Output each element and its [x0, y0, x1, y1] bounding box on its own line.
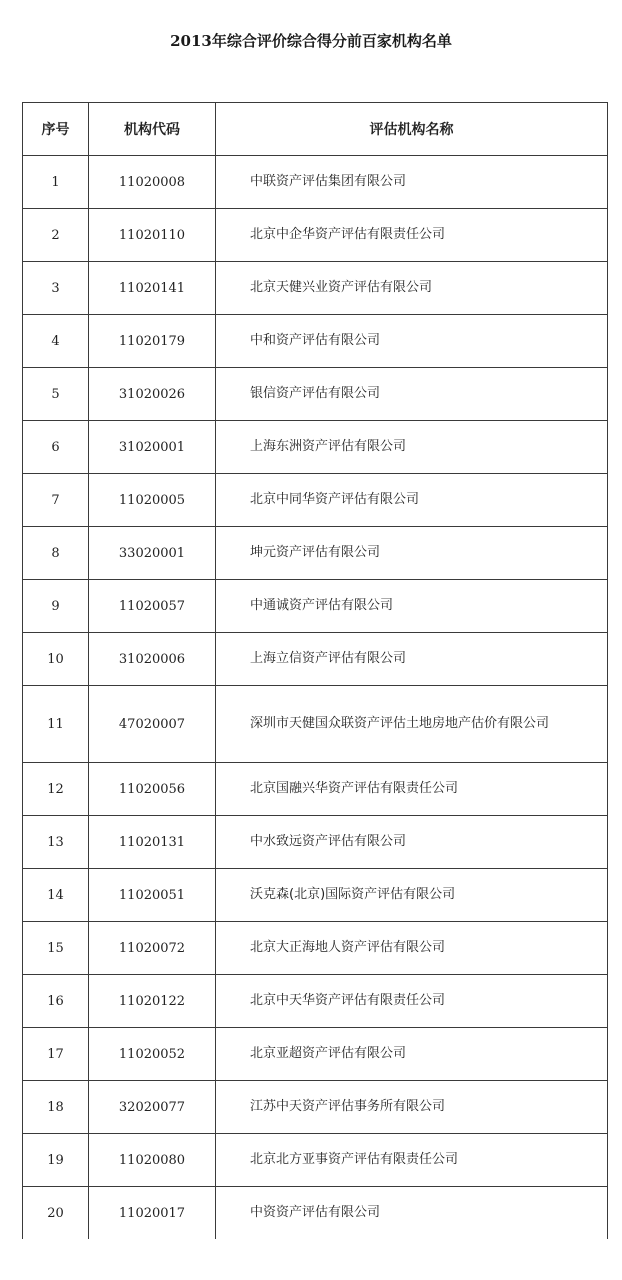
- institution-name-cell: 北京亚超资产评估有限公司: [216, 1028, 608, 1081]
- serial-number-cell: 19: [23, 1134, 89, 1187]
- institution-name-cell: 中水致远资产评估有限公司: [216, 816, 608, 869]
- institution-name-cell: 北京大正海地人资产评估有限公司: [216, 922, 608, 975]
- institution-name-cell: 北京中同华资产评估有限公司: [216, 474, 608, 527]
- table-row: [23, 527, 608, 580]
- table-row: [23, 763, 608, 816]
- serial-number-cell: 2: [23, 209, 89, 262]
- institution-code-cell: 31020006: [89, 633, 216, 686]
- table-row: [23, 368, 608, 421]
- table-row: [23, 869, 608, 922]
- table-row: [23, 580, 608, 633]
- institution-code-cell: 31020026: [89, 368, 216, 421]
- institution-code-cell: 11020131: [89, 816, 216, 869]
- institution-code-cell: 33020001: [89, 527, 216, 580]
- institution-name-cell: 北京中企华资产评估有限责任公司: [216, 209, 608, 262]
- institution-code-cell: 11020017: [89, 1187, 216, 1240]
- institution-name-cell: 中联资产评估集团有限公司: [216, 156, 608, 209]
- table-row: [23, 1187, 608, 1240]
- serial-number-cell: 6: [23, 421, 89, 474]
- table-row: [23, 315, 608, 368]
- table-body: [23, 156, 608, 1240]
- institution-code-cell: 11020080: [89, 1134, 216, 1187]
- institution-name-cell: 中和资产评估有限公司: [216, 315, 608, 368]
- institution-code-cell: 47020007: [89, 686, 216, 763]
- institution-name-cell: 中通诚资产评估有限公司: [216, 580, 608, 633]
- serial-number-cell: 20: [23, 1187, 89, 1240]
- institution-code-cell: 31020001: [89, 421, 216, 474]
- institution-code-cell: 11020072: [89, 922, 216, 975]
- serial-number-cell: 3: [23, 262, 89, 315]
- institution-name-cell: 江苏中天资产评估事务所有限公司: [216, 1081, 608, 1134]
- institution-name-cell: 上海东洲资产评估有限公司: [216, 421, 608, 474]
- serial-number-cell: 17: [23, 1028, 89, 1081]
- table-row: [23, 686, 608, 763]
- serial-number-cell: 11: [23, 686, 89, 763]
- institution-code-cell: 11020052: [89, 1028, 216, 1081]
- table-row: [23, 262, 608, 315]
- serial-number-cell: 16: [23, 975, 89, 1028]
- table-row: [23, 816, 608, 869]
- table-row: [23, 633, 608, 686]
- serial-number-cell: 1: [23, 156, 89, 209]
- serial-number-cell: 10: [23, 633, 89, 686]
- institution-name-cell: 北京北方亚事资产评估有限责任公司: [216, 1134, 608, 1187]
- table-header-row: [23, 103, 608, 156]
- institution-name-cell: 坤元资产评估有限公司: [216, 527, 608, 580]
- institution-code-cell: 11020057: [89, 580, 216, 633]
- ranking-table: [22, 102, 608, 1239]
- serial-number-cell: 18: [23, 1081, 89, 1134]
- serial-number-cell: 5: [23, 368, 89, 421]
- table-row: [23, 922, 608, 975]
- serial-number-cell: 9: [23, 580, 89, 633]
- table-row: [23, 156, 608, 209]
- institution-code-cell: 11020005: [89, 474, 216, 527]
- serial-number-cell: 14: [23, 869, 89, 922]
- serial-number-cell: 7: [23, 474, 89, 527]
- header-institution-name: 评估机构名称: [216, 103, 608, 156]
- institution-code-cell: 11020122: [89, 975, 216, 1028]
- institution-name-cell: 沃克森(北京)国际资产评估有限公司: [216, 869, 608, 922]
- header-institution-code: 机构代码: [89, 103, 216, 156]
- institution-name-cell: 深圳市天健国众联资产评估土地房地产估价有限公司: [216, 686, 608, 763]
- table-row: [23, 209, 608, 262]
- table-row: [23, 975, 608, 1028]
- serial-number-cell: 15: [23, 922, 89, 975]
- institution-name-cell: 上海立信资产评估有限公司: [216, 633, 608, 686]
- institution-code-cell: 11020141: [89, 262, 216, 315]
- serial-number-cell: 12: [23, 763, 89, 816]
- institution-name-cell: 北京国融兴华资产评估有限责任公司: [216, 763, 608, 816]
- institution-code-cell: 11020051: [89, 869, 216, 922]
- institution-code-cell: 11020179: [89, 315, 216, 368]
- serial-number-cell: 4: [23, 315, 89, 368]
- serial-number-cell: 8: [23, 527, 89, 580]
- table-row: [23, 1081, 608, 1134]
- table-row: [23, 474, 608, 527]
- table-row: [23, 1028, 608, 1081]
- institution-name-cell: 北京天健兴业资产评估有限公司: [216, 262, 608, 315]
- institution-name-cell: 北京中天华资产评估有限责任公司: [216, 975, 608, 1028]
- institution-name-cell: 银信资产评估有限公司: [216, 368, 608, 421]
- table-row: [23, 1134, 608, 1187]
- table-row: [23, 421, 608, 474]
- institution-code-cell: 11020110: [89, 209, 216, 262]
- serial-number-cell: 13: [23, 816, 89, 869]
- institution-name-cell: 中资资产评估有限公司: [216, 1187, 608, 1240]
- header-serial-number: 序号: [23, 103, 89, 156]
- document-title: 2013年综合评价综合得分前百家机构名单: [170, 32, 452, 50]
- institution-code-cell: 32020077: [89, 1081, 216, 1134]
- institution-code-cell: 11020008: [89, 156, 216, 209]
- institution-code-cell: 11020056: [89, 763, 216, 816]
